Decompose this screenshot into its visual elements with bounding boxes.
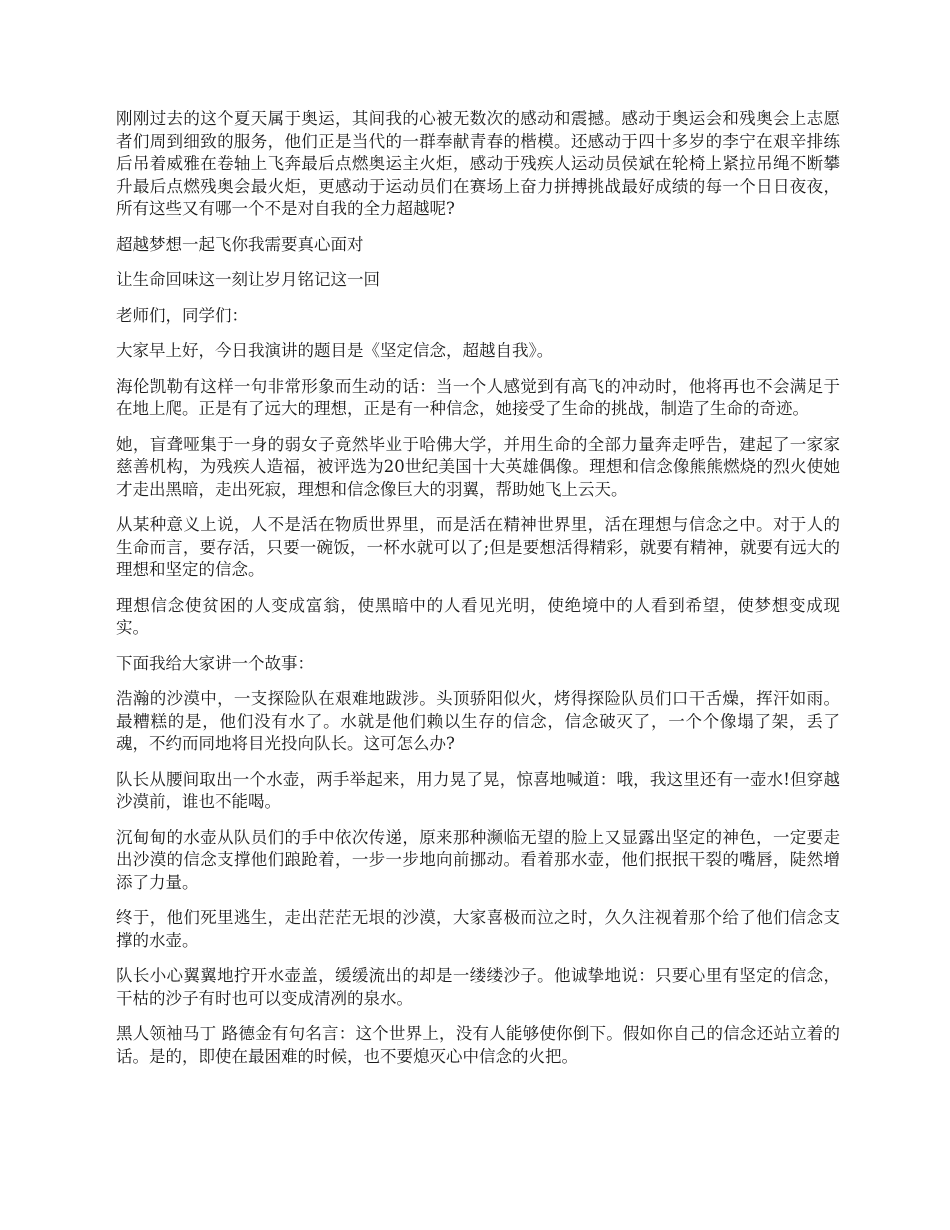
paragraph: 超越梦想一起飞你我需要真心面对 — [116, 234, 364, 254]
paragraph: 大家早上好，今日我演讲的题目是《坚定信念，超越自我》。 — [116, 341, 554, 360]
paragraph: 她，盲聋哑集于一身的弱女子竟然毕业于哈佛大学，并用生命的全部力量奔走呼告，建起了一家家慈善机构，为残疾人造福，被评选为20世纪美国十大英雄偶像。理想和信念像熊熊燃烧的烈火使她才走出黑暗，走出死寂，理想和信念像巨大的羽翼，帮助她飞上云天。 — [116, 434, 840, 499]
paragraph: 理想信念使贫困的人变成富翁，使黑暗中的人看见光明，使绝境中的人看到希望，使梦想变成现实。 — [116, 595, 840, 637]
paragraph: 浩瀚的沙漠中，一支探险队在艰难地跋涉。头顶骄阳似火，烤得探险队员们口干舌燥，挥汗如雨。最糟糕的是，他们没有水了。水就是他们赖以生存的信念，信念破灭了，一个个像塌了架，丢了魂，不约而同地将目光投向队长。这可怎么办? — [116, 689, 840, 753]
paragraph: 下面我给大家讲一个故事： — [116, 653, 314, 673]
paragraph: 老师们，同学们： — [116, 305, 248, 325]
document-body — [116, 108, 840, 1081]
paragraph: 队长从腰间取出一个水壶，两手举起来，用力晃了晃，惊喜地喊道：哦，我这里还有一壶水!但穿越沙漠前，谁也不能喝。 — [116, 769, 840, 811]
paragraph: 黑人领袖马丁 路德金有句名言：这个世界上，没有人能够使你倒下。假如你自己的信念还站立着的话。是的，即使在最困难的时候，也不要熄灭心中信念的火把。 — [116, 1024, 840, 1066]
paragraph: 队长小心翼翼地拧开水壶盖，缓缓流出的却是一缕缕沙子。他诚挚地说：只要心里有坚定的信念，干枯的沙子有时也可以变成清冽的泉水。 — [116, 966, 840, 1008]
paragraph: 从某种意义上说，人不是活在物质世界里，而是活在精神世界里，活在理想与信念之中。对于人的生命而言，要存活，只要一碗饭，一杯水就可以了;但是要想活得精彩，就要有精神，就要有远大的理想和坚定的信念。 — [116, 515, 840, 579]
paragraph: 刚刚过去的这个夏天属于奥运，其间我的心被无数次的感动和震撼。感动于奥运会和残奥会上志愿者们周到细致的服务，他们正是当代的一群奉献青春的楷模。还感动于四十多岁的李宁在艰辛排练后吊着威雅在卷轴上飞奔最后点燃奥运主火炬，感动于残疾人运动员侯斌在轮椅上紧拉吊绳不断攀升最后点燃残奥会最火炬，更感动于运动员们在赛场上奋力拼搏挑战最好成绩的每一个日日夜夜，所有这些又有哪一个不是对自我的全力超越呢? — [116, 109, 840, 218]
paragraph: 终于，他们死里逃生，走出茫茫无垠的沙漠，大家喜极而泣之时，久久注视着那个给了他们信念支撑的水壶。 — [116, 908, 840, 950]
paragraph: 沉甸甸的水壶从队员们的手中依次传递，原来那种濒临无望的脸上又显露出坚定的神色，一定要走出沙漠的信念支撑他们踉跄着，一步一步地向前挪动。看着那水壶，他们抿抿干裂的嘴唇，陡然增添了力量。 — [116, 827, 840, 892]
paragraph: 让生命回味这一刻让岁月铭记这一回 — [116, 270, 380, 289]
paragraph: 海伦凯勒有这样一句非常形象而生动的话：当一个人感觉到有高飞的冲动时，他将再也不会满足于在地上爬。正是有了远大的理想，正是有一种信念，她接受了生命的挑战，制造了生命的奇迹。 — [116, 376, 840, 418]
